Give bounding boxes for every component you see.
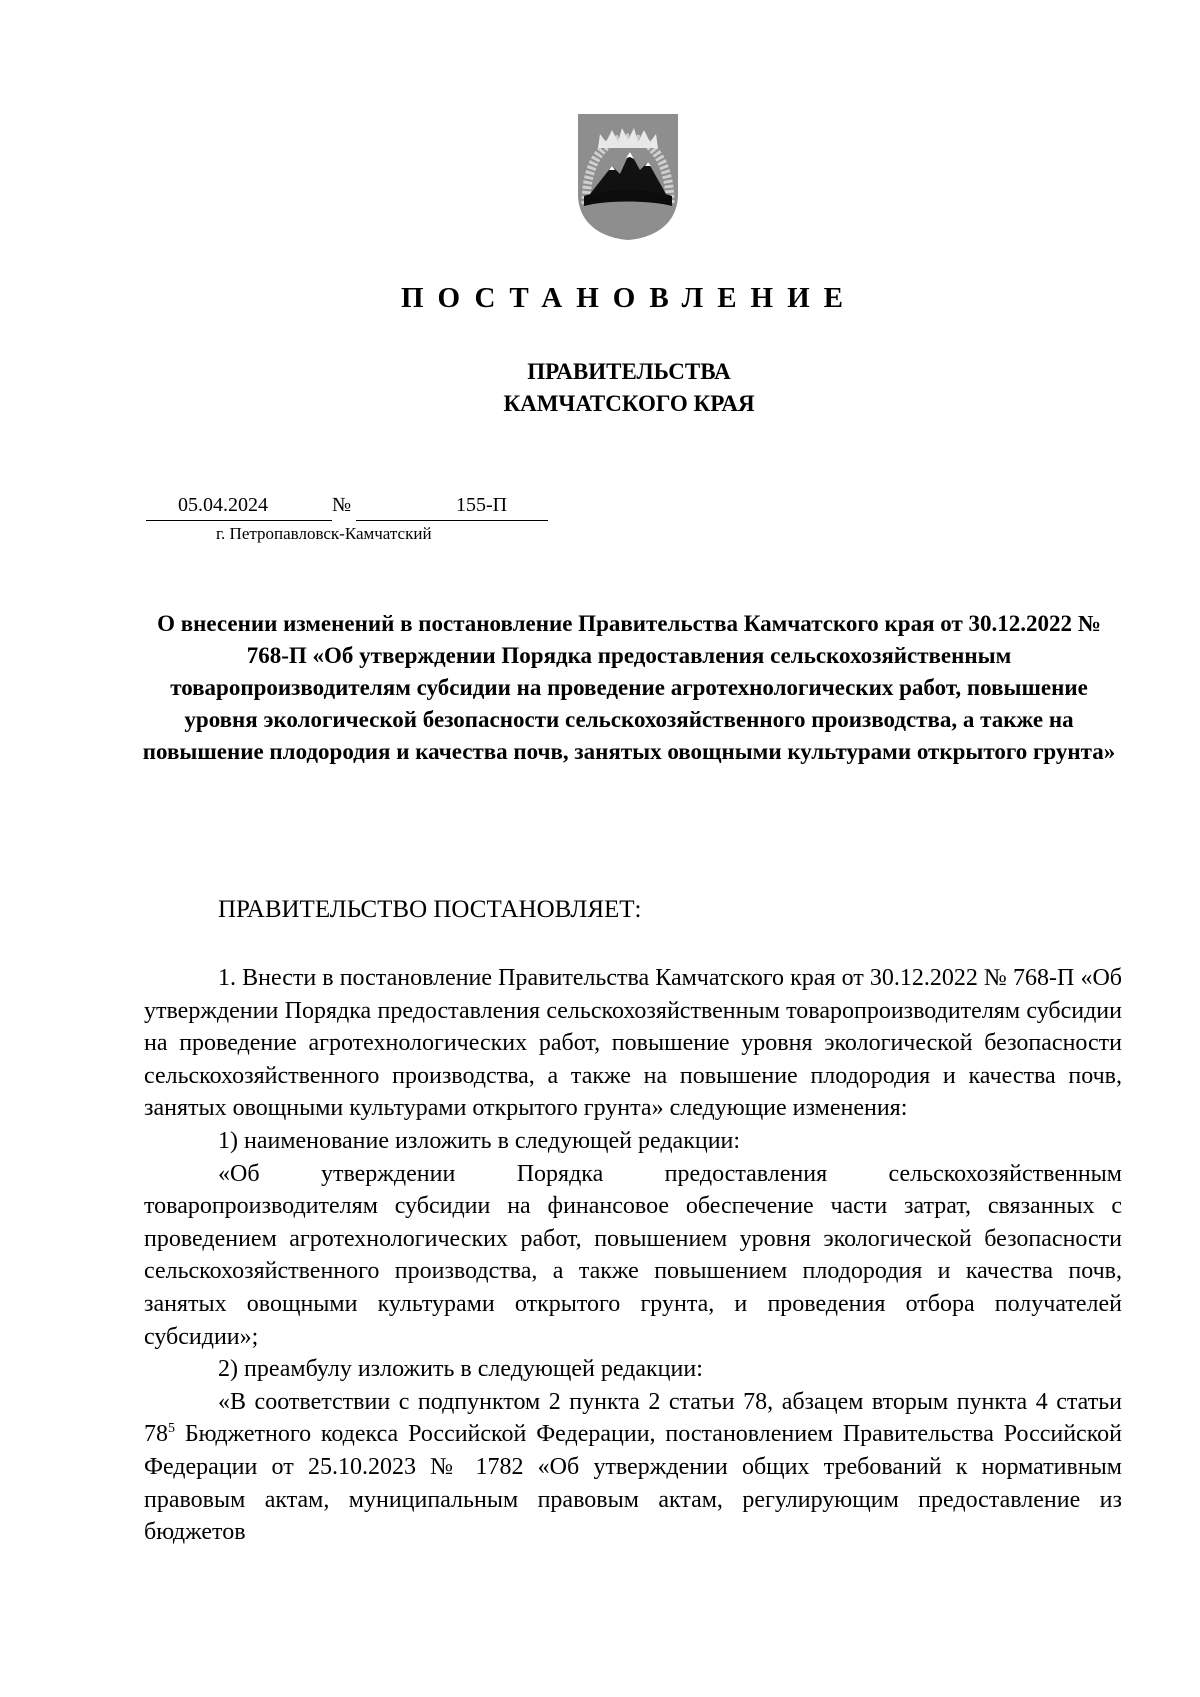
paragraph-5-part-b: Бюджетного кодекса Российской Федерации, постановлением Правительства Российской Федерации от 25.10.2023 № 1782 «Об утверждении общих требований к нормативным правовым актам, муниципальным правовым актам, регулирующим предоставление из бюджетов [144,1421,1122,1546]
number-sign: № [332,494,352,516]
issuer-line-2: КАМЧАТСКОГО КРАЯ [503,391,755,416]
paragraph-2: 1) наименование изложить в следующей редакции: [218,1127,741,1154]
issuer-line-1: ПРАВИТЕЛЬСТВА [527,359,731,384]
paragraph-1: 1. Внести в постановление Правительства Камчатского края от 30.12.2022 № 768-П «Об утверждении Порядка предоставления сельскохозяйственным товаропроизводителям субсидии на проведение агротехнологических работ, повышение уровня экологической безопасности сельскохозяйственного производства, а также на повышение плодородия и качества почв, занятых овощными культурами открытого грунта» следующие изменения: [144,965,1122,1122]
number-underline [356,520,548,521]
paragraph-3: «Об утверждении Порядка предоставления сельскохозяйственным товаропроизводителям субсидии на финансовое обеспечение части затрат, связанных с проведением агротехнологических работ, повышением уровня экологической безопасности сельскохозяйственного производства, а также повышением плодородия и качества почв, занятых овощными культурами открытого грунта, и проведения отбора получателей субсидии»; [144,1160,1122,1350]
decree-phrase: ПРАВИТЕЛЬСТВО ПОСТАНОВЛЯЕТ: [218,896,642,923]
paragraph-5-superscript: 5 [168,1421,175,1437]
document-date: 05.04.2024 [178,494,268,516]
city-line: г. Петропавловск-Камчатский [216,524,432,543]
document-body [144,962,1122,1549]
issuer-heading [0,356,1200,420]
document-type-heading: ПОСТАНОВЛЕНИЕ [400,282,857,314]
kamchatka-coat-of-arms-icon [576,112,680,242]
document-number: 155-П [456,494,508,516]
document-title: О внесении изменений в постановление Правительства Камчатского края от 30.12.2022 № 768-П «Об утверждении Порядка предоставления сельскохозяйственным товаропроизводителям субсидии на проведение агротехнологических работ, повышение уровня экологической безопасности сельскохозяйственного производства, а также на повышение плодородия и качества почв, занятых овощными культурами открытого грунта» [142,611,1116,764]
date-underline [146,520,332,521]
paragraph-5-part-a: «В соответствии с подпунктом 2 пункта 2 статьи 78, абзацем вторым пункта 4 статьи 78 [144,1388,1122,1448]
paragraph-5 [144,1386,1122,1549]
paragraph-4: 2) преамбулу изложить в следующей редакции: [218,1356,703,1383]
